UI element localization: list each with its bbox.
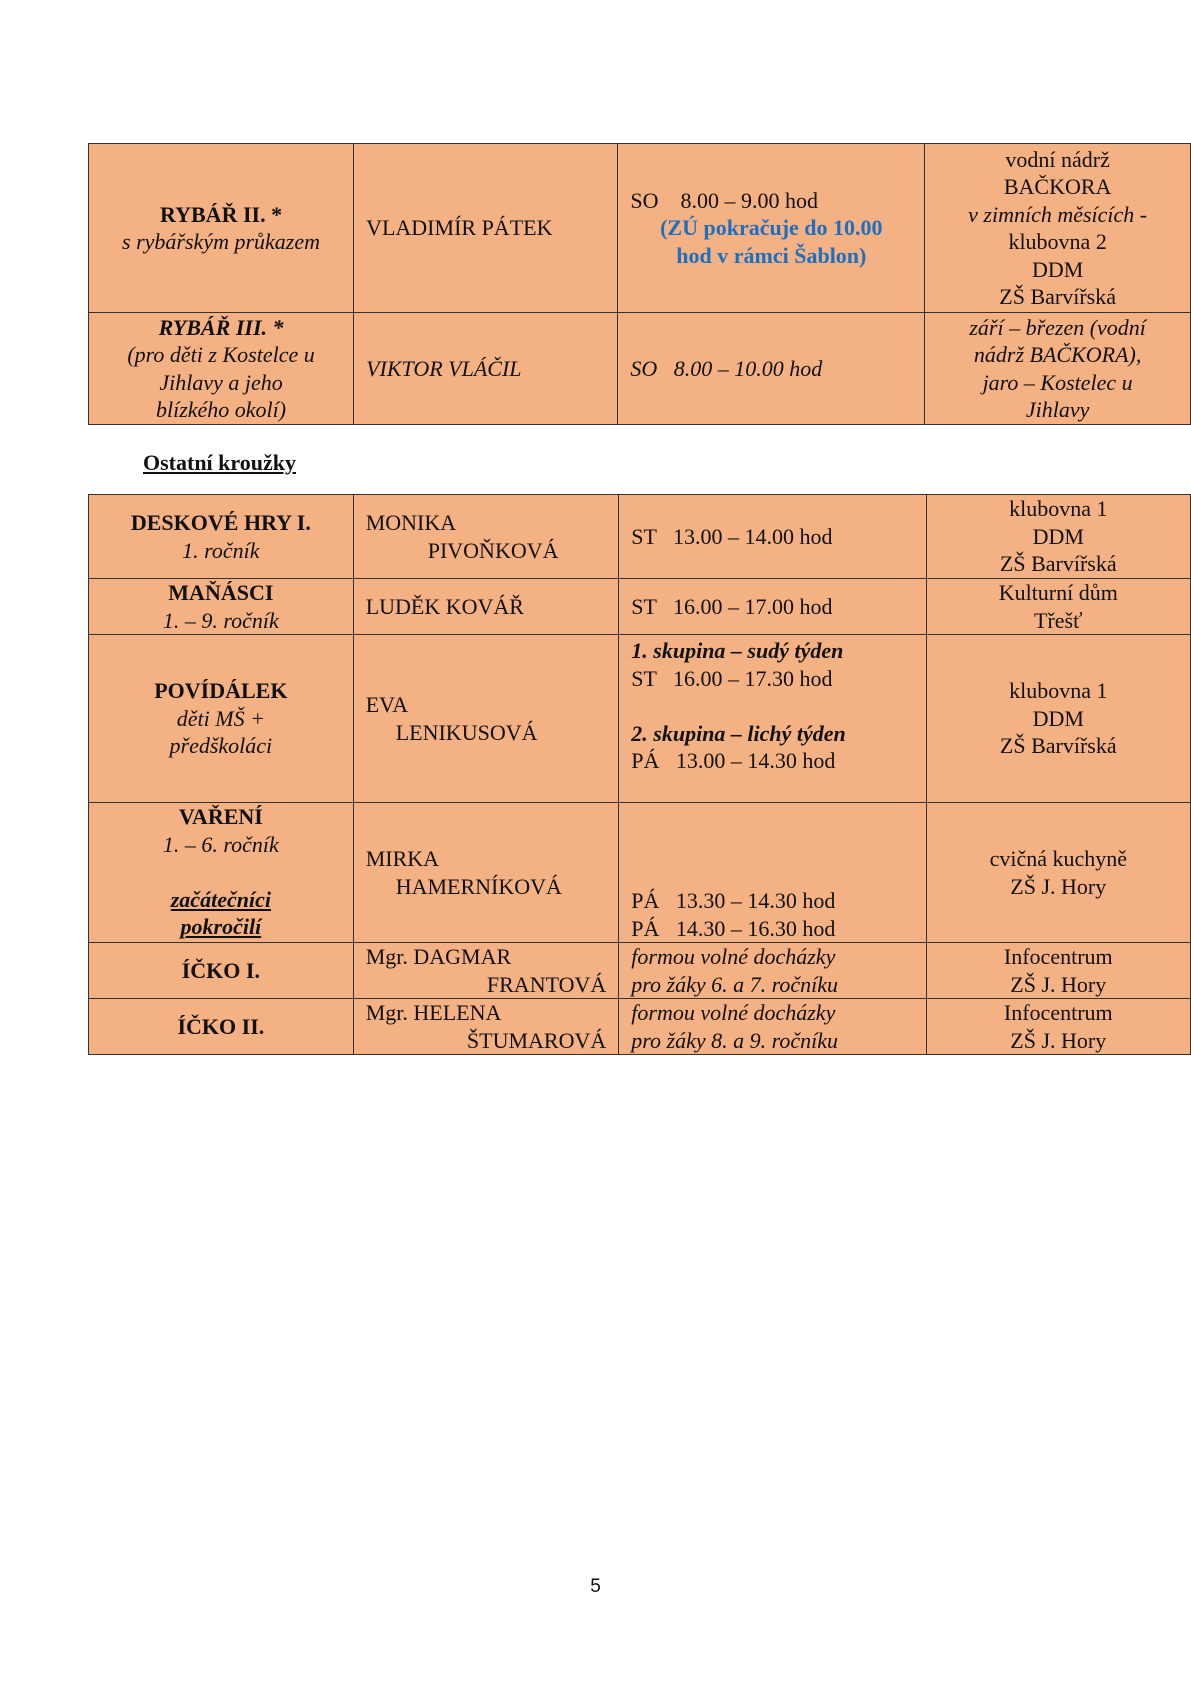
time-cell — [619, 635, 926, 803]
club-name-cell — [89, 943, 354, 999]
place-line: září – březen (vodní — [969, 314, 1146, 340]
place-line: klubovna 2 — [1008, 229, 1107, 254]
place-line: Infocentrum — [1003, 944, 1113, 969]
place-line: ZŠ Barvířská — [999, 733, 1117, 759]
place-line: ZŠ Barvířská — [999, 284, 1116, 309]
table-row — [89, 495, 1191, 579]
club-title: RYBÁŘ III. * — [158, 314, 284, 340]
place-line: ZŠ J. Hory — [1010, 873, 1107, 899]
place-line: ZŠ J. Hory — [1010, 1027, 1107, 1053]
club-name-cell — [89, 635, 354, 803]
place-line: Třešť — [1034, 607, 1083, 633]
place-cell — [926, 495, 1190, 579]
club-title: ÍČKO II. — [177, 1013, 265, 1039]
clubs-table-fishing — [88, 143, 1191, 425]
club-title: VAŘENÍ — [178, 804, 263, 829]
club-name-cell — [89, 144, 354, 313]
club-name-cell — [89, 999, 354, 1055]
club-subtitle: 1. – 6. ročník — [162, 831, 279, 857]
place-line: jaro – Kostelec u — [982, 369, 1133, 395]
place-cell — [926, 635, 1190, 803]
place-line: Kulturní dům — [998, 580, 1118, 605]
place-line: ZŠ J. Hory — [1010, 971, 1107, 997]
time-text: pro žáky 8. a 9. ročníku — [631, 1027, 839, 1053]
club-subtitle: blízkého okolí) — [155, 397, 287, 422]
leader-cell — [353, 579, 619, 635]
leader-name: HAMERNÍKOVÁ — [395, 873, 562, 899]
time-text: ST 16.00 – 17.30 hod — [631, 665, 833, 691]
place-line: DDM — [1032, 523, 1084, 549]
leader-name: VLADIMÍR PÁTEK — [366, 215, 553, 241]
place-cell — [925, 144, 1191, 313]
club-subtitle: 1. ročník — [182, 537, 260, 563]
club-subtitle: Jihlavy a jeho — [159, 369, 283, 395]
place-line: vodní nádrž — [1005, 146, 1110, 172]
time-cell — [619, 579, 926, 635]
place-line: DDM — [1032, 705, 1084, 731]
time-cell — [618, 313, 925, 425]
level-label: začátečníci — [170, 886, 271, 912]
group-label: 1. skupina – sudý týden — [631, 638, 844, 663]
club-title: ÍČKO I. — [181, 957, 260, 983]
place-cell — [926, 999, 1190, 1055]
time-text: SO 8.00 – 10.00 hod — [630, 355, 823, 381]
page-number: 5 — [590, 1576, 601, 1597]
leader-name: VIKTOR VLÁČIL — [366, 355, 522, 381]
table-row — [89, 943, 1191, 999]
table-row — [89, 579, 1191, 635]
place-line: v zimních měsících - — [968, 201, 1148, 227]
clubs-table-other — [88, 494, 1191, 1055]
table-row — [89, 803, 1191, 943]
place-line: nádrž BAČKORA), — [973, 342, 1142, 367]
club-subtitle: předškoláci — [169, 733, 273, 759]
leader-name: MONIKA — [365, 510, 457, 535]
table-row — [89, 999, 1191, 1055]
club-name-cell — [89, 495, 354, 579]
place-cell — [926, 803, 1190, 943]
time-text: SO 8.00 – 9.00 hod — [630, 187, 819, 213]
place-line: cvičná kuchyně — [989, 846, 1127, 871]
place-line: DDM — [1031, 256, 1084, 282]
time-cell — [618, 144, 925, 313]
leader-cell — [353, 495, 619, 579]
time-text: formou volné docházky — [631, 944, 836, 969]
time-text: PÁ 13.30 – 14.30 hod — [631, 888, 836, 913]
place-line: Jihlavy — [1025, 397, 1090, 422]
place-cell — [925, 313, 1191, 425]
time-cell — [619, 495, 926, 579]
place-line: klubovna 1 — [1009, 678, 1108, 704]
time-text: formou volné docházky — [631, 1000, 836, 1025]
club-title: MAŇÁSCI — [168, 580, 274, 605]
place-line: BAČKORA — [1003, 174, 1112, 199]
time-note: (ZÚ pokračuje do 10.00 — [660, 215, 883, 241]
leader-cell — [353, 803, 619, 943]
place-cell — [926, 943, 1190, 999]
leader-cell — [353, 635, 619, 803]
time-text: ST 13.00 – 14.00 hod — [631, 523, 833, 549]
club-subtitle: s rybářským průkazem — [122, 229, 321, 254]
time-text: PÁ 13.00 – 14.30 hod — [631, 748, 836, 773]
club-name-cell — [89, 313, 354, 425]
time-text: ST 16.00 – 17.00 hod — [631, 593, 833, 619]
table-row — [89, 144, 1191, 313]
leader-name: LUDĚK KOVÁŘ — [365, 593, 524, 619]
leader-name: Mgr. DAGMAR — [365, 944, 512, 969]
place-cell — [926, 579, 1190, 635]
time-text: pro žáky 6. a 7. ročníku — [631, 971, 839, 997]
leader-name: MIRKA — [365, 846, 440, 871]
club-name-cell — [89, 579, 354, 635]
level-label: pokročilí — [180, 914, 262, 939]
club-subtitle: 1. – 9. ročník — [162, 607, 279, 633]
section-heading: Ostatní kroužky — [143, 450, 297, 475]
leader-name: FRANTOVÁ — [486, 971, 607, 997]
time-cell — [619, 943, 926, 999]
time-text: PÁ 14.30 – 16.30 hod — [631, 915, 836, 941]
place-line: Infocentrum — [1003, 1000, 1113, 1025]
place-line: ZŠ Barvířská — [999, 551, 1117, 577]
leader-name: PIVOŇKOVÁ — [427, 537, 559, 563]
table-row — [89, 313, 1191, 425]
club-title: DESKOVÉ HRY I. — [130, 510, 311, 535]
leader-name: LENIKUSOVÁ — [395, 719, 538, 745]
group-label: 2. skupina – lichý týden — [631, 720, 846, 746]
club-title: RYBÁŘ II. * — [160, 201, 283, 227]
table-row — [89, 635, 1191, 803]
club-name-cell — [89, 803, 354, 943]
club-title: POVÍDÁLEK — [154, 678, 288, 704]
leader-cell — [353, 999, 619, 1055]
club-subtitle: děti MŠ + — [176, 705, 265, 731]
place-line: klubovna 1 — [1009, 496, 1108, 522]
leader-name: ŠTUMAROVÁ — [466, 1027, 607, 1053]
time-note: hod v rámci Šablon) — [676, 242, 867, 268]
leader-name: EVA — [365, 692, 409, 717]
club-subtitle: (pro děti z Kostelce u — [127, 342, 315, 367]
leader-cell — [353, 943, 619, 999]
leader-name: Mgr. HELENA — [365, 1000, 502, 1025]
time-cell — [619, 803, 926, 943]
time-cell — [619, 999, 926, 1055]
leader-cell — [354, 144, 618, 313]
leader-cell — [354, 313, 618, 425]
